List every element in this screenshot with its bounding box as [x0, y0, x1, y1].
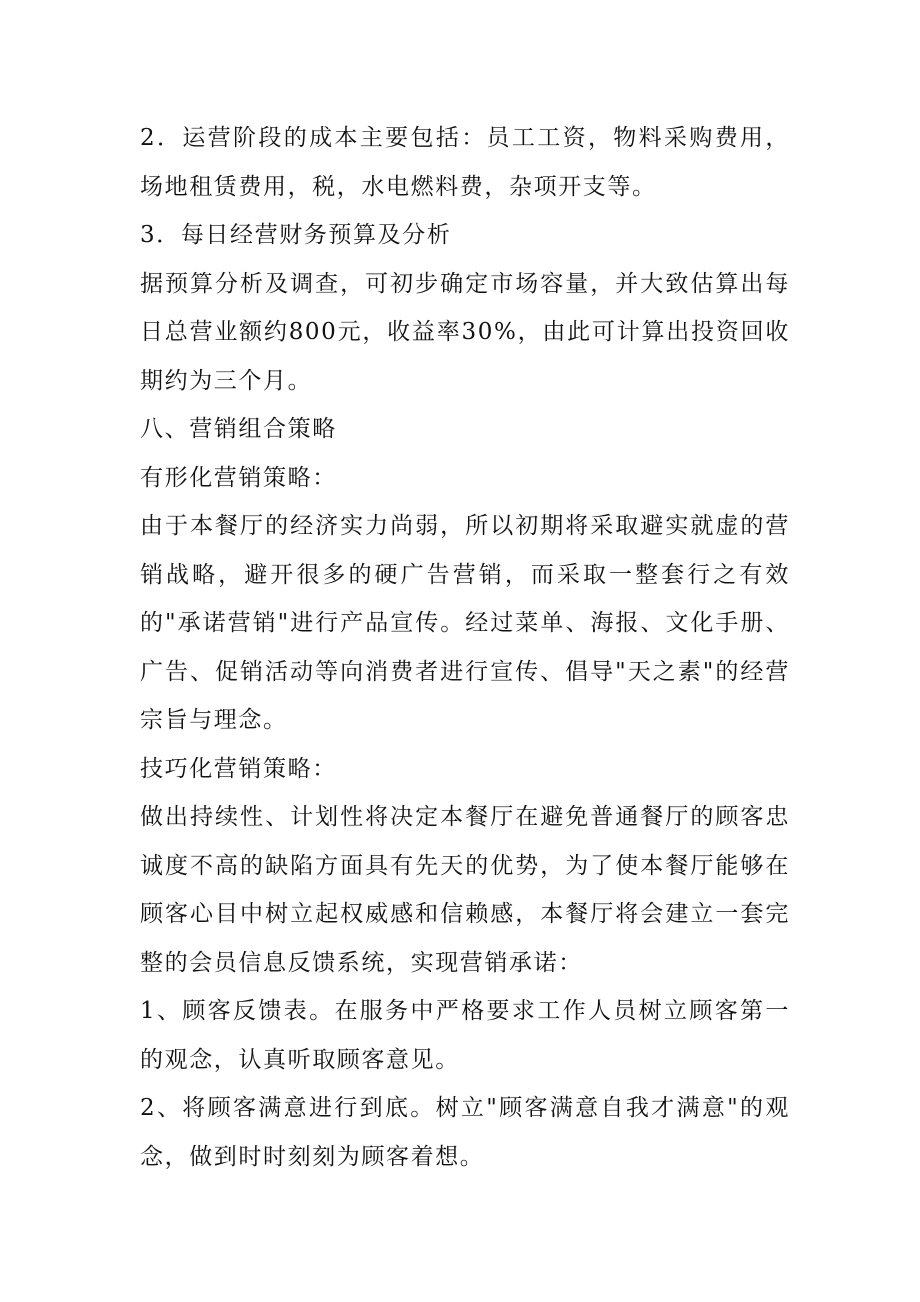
heading-daily-budget-analysis: 3．每日经营财务预算及分析	[140, 222, 452, 248]
subheading-tangible-marketing: 有形化营销策略：	[140, 464, 337, 491]
document-body	[140, 114, 790, 1181]
paragraph-tangible-marketing: 由于本餐厅的经济实力尚弱，所以初期将采取避实就虚的营销战略，避开很多的硬广告营销，而采取一整套行之有效的"承诺营销"进行产品宣传。经过菜单、海报、文化手册、广告、促销活动等向消费者进行宣传、倡导"天之素"的经营宗旨与理念。	[140, 513, 790, 733]
list-item-feedback-form: 1、顾客反馈表。在服务中严格要求工作人员树立顾客第一的观念，认真听取顾客意见。	[140, 998, 790, 1073]
list-item-customer-satisfaction: 2、将顾客满意进行到底。树立"顾客满意自我才满意"的观念，做到时时刻刻为顾客着想。	[140, 1095, 790, 1170]
subheading-skill-marketing: 技巧化营销策略：	[140, 755, 337, 782]
section-heading-marketing-mix: 八、营销组合策略	[140, 416, 337, 442]
paragraph-operating-costs: 2．运营阶段的成本主要包括：员工工资，物料采购费用，场地租赁费用，税，水电燃料费，杂项开支等。	[140, 125, 790, 200]
paragraph-skill-marketing: 做出持续性、计划性将决定本餐厅在避免普通餐厅的顾客忠诚度不高的缺陷方面具有先天的优势，为了使本餐厅能够在顾客心目中树立起权威感和信赖感，本餐厅将会建立一套完整的会员信息反馈系统，实现营销承诺：	[140, 804, 790, 976]
paragraph-revenue-estimate: 据预算分析及调查，可初步确定市场容量，并大致估算出每日总营业额约800元，收益率30%，由此可计算出投资回收期约为三个月。	[140, 270, 790, 394]
